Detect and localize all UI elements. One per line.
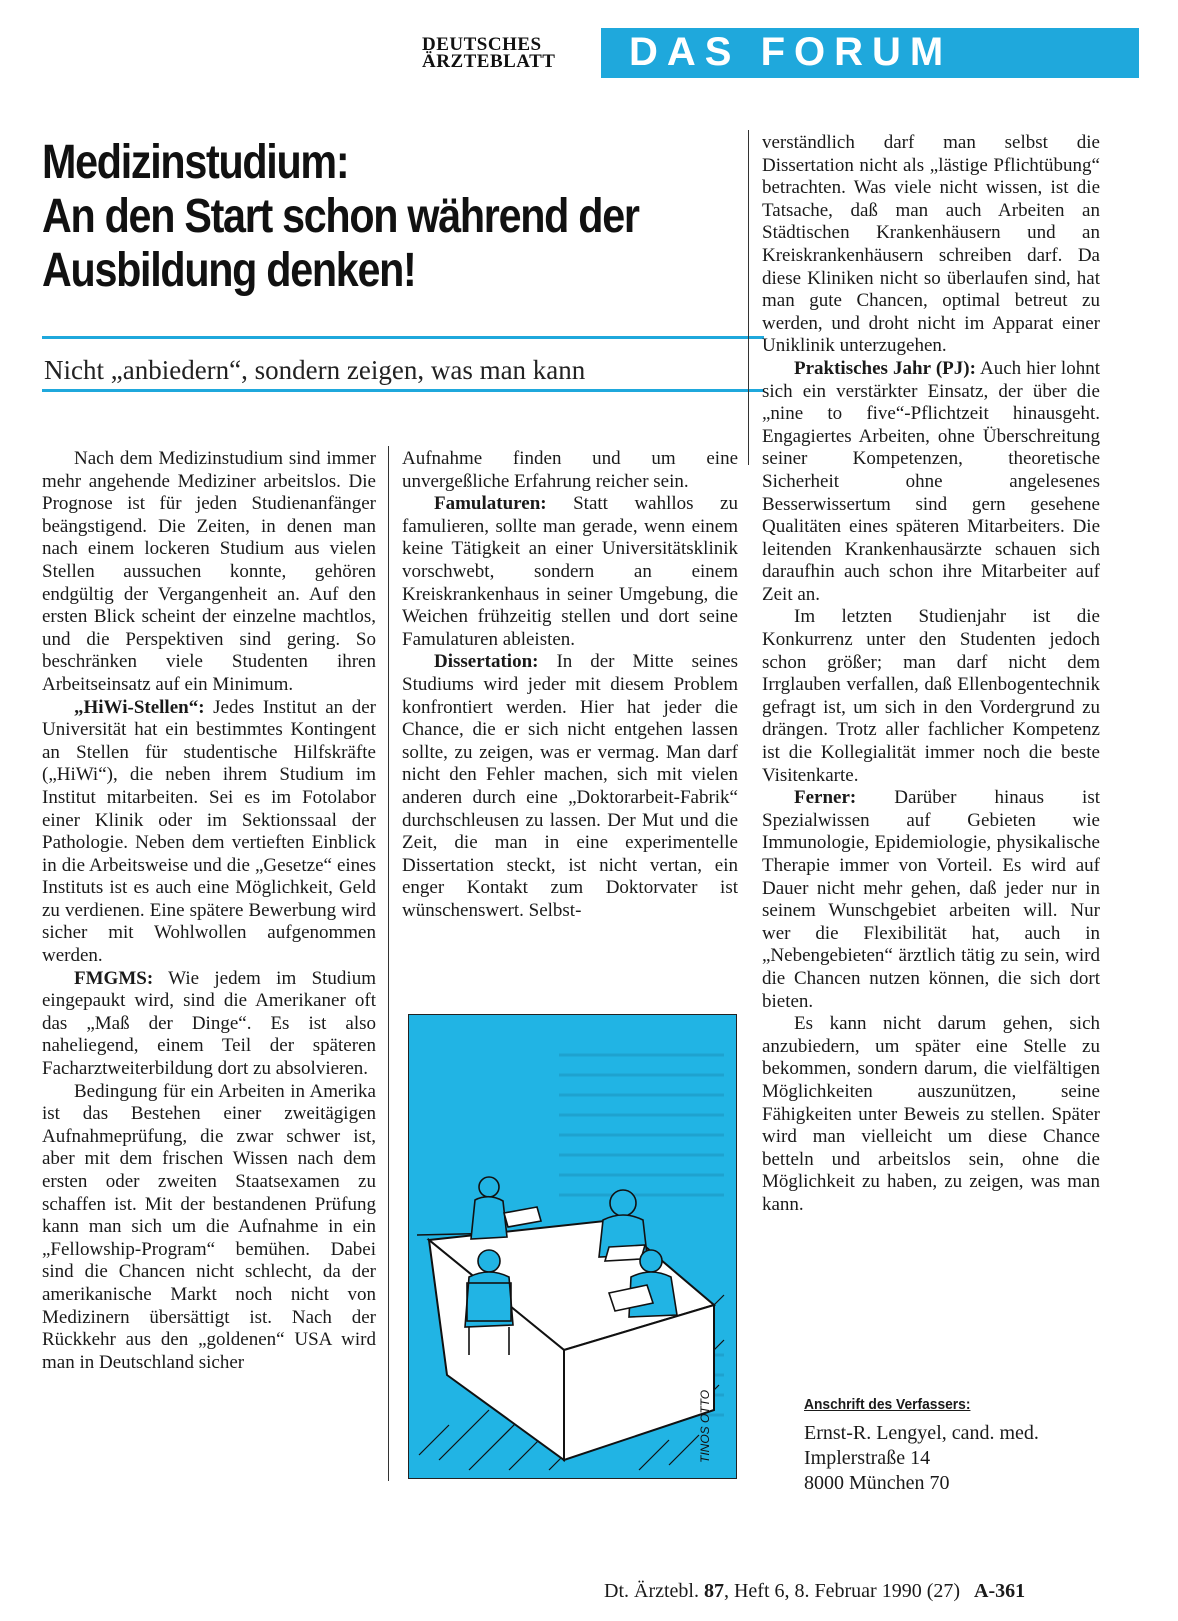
address-line-1: Ernst-R. Lengyel, cand. med. bbox=[804, 1422, 1039, 1444]
page-footer bbox=[604, 1580, 1025, 1603]
paragraph-label: Praktisches Jahr (PJ): bbox=[794, 357, 976, 379]
paragraph: Aufnahme finden und um eine unvergeßliche Erfahrung reicher sein. bbox=[402, 448, 738, 492]
paragraph: Famulaturen: Statt wahllos zu famulieren, sollte man gerade, wenn einem keine Tätigkeit an einer Universitätsklinik vorschwebt, sondern an einem Kreiskrankenhaus in seiner Umgebung, die Weichen frühzeitig stellen und dort seine Famulaturen ableisten. bbox=[402, 493, 738, 650]
citation-volume: 87 bbox=[703, 1580, 724, 1602]
column-divider-2 bbox=[748, 130, 749, 465]
logo-line-1: DEUTSCHES bbox=[422, 34, 542, 55]
column-divider-1 bbox=[388, 446, 389, 1481]
author-address bbox=[804, 1392, 1039, 1496]
paragraph-label: FMGMS: bbox=[74, 967, 154, 989]
paragraph-label: „HiWi-Stellen“: bbox=[74, 696, 205, 718]
paragraph: „HiWi-Stellen“: Jedes Institut an der Universität hat ein bestimmtes Kontingent an Stellen für studentische Hilfskräfte („HiWi“), die neben ihrem Studium im Institut mitarbeiten. Sei es im Fotolabor einer Klinik oder im Sektionssaal der Pathologie. Neben dem vertieften Einblick in die Arbeitsweise und die „Gesetze“ eines Instituts ist es auch eine Möglichkeit, Geld zu verdienen. Eine spätere Bewerbung wird sicher mit Wohlwollen aufgenommen werden. bbox=[42, 696, 376, 967]
citation-prefix: Dt. Ärztebl. bbox=[604, 1580, 704, 1602]
address-line-2: Implerstraße 14 bbox=[804, 1447, 931, 1469]
paragraph: Im letzten Studienjahr ist die Konkurrenz unter den Studenten jedoch schon größer; man darf nicht dem Irrglauben verfallen, daß Ellenbogentechnik gefragt ist, um sich in den Vordergrund zu drängen. Trotz aller fachlicher Kompetenz ist die Kollegialität immer noch die beste Visitenkarte. bbox=[762, 606, 1100, 786]
text-column-1 bbox=[42, 448, 376, 1374]
address-line-3: 8000 München 70 bbox=[804, 1472, 950, 1494]
citation-suffix: , Heft 6, 8. Februar 1990 (27) bbox=[723, 1580, 961, 1602]
paragraph: Nach dem Medizinstudium sind immer mehr angehende Mediziner arbeitslos. Die Prognose ist für jeden Studienanfänger beängstigend. Die Zeiten, in denen man nach einem lockeren Studium aus vielen Stellen aussuchen konnte, gehören endgültig der Vergangenheit an. Auf den ersten Blick scheint der einzelne machtlos, und die Perspektiven sind gering. So beschränken viele Studenten ihren Arbeitseinsatz auf ein Minimum. bbox=[42, 448, 376, 695]
logo-line-2: ÄRZTEBLATT bbox=[422, 51, 556, 72]
address-heading: Anschrift des Verfassers: bbox=[804, 1396, 971, 1413]
masthead-logo bbox=[422, 36, 555, 70]
text-column-3 bbox=[762, 132, 1100, 1217]
headline-line-3: Ausbildung denken! bbox=[42, 244, 416, 297]
paragraph: Praktisches Jahr (PJ): Auch hier lohnt sich ein verstärkter Einsatz, der über die „nine to five“-Pflichtzeit hinausgeht. Engagiertes Arbeiten, ohne Überschreitung seiner Kompetenzen, theoretische Sicherheit ohne angelesenes Besserwissertum sind gern gesehene Qualitäten eines späteren Mitarbeiters. Die leitenden Krankenhausärzte schauen sich daraufhin auch schon ihre Mitarbeiter auf Zeit an. bbox=[762, 357, 1100, 605]
headline-line-2: An den Start schon während der bbox=[42, 190, 639, 243]
headline-line-1: Medizinstudium: bbox=[42, 136, 349, 189]
paragraph: FMGMS: Wie jedem im Studium eingepaukt wird, sind die Amerikaner oft das „Maß der Dinge“. Es ist also naheliegend, einem Teil der späteren Facharztweiterbildung dort zu absolvieren. bbox=[42, 967, 376, 1080]
paragraph-label: Dissertation: bbox=[434, 651, 539, 673]
cartoon-illustration bbox=[408, 1014, 737, 1479]
section-banner bbox=[601, 28, 1139, 78]
page-number: A-361 bbox=[974, 1580, 1026, 1602]
paragraph: Ferner: Darüber hinaus ist Spezialwissen auf Gebieten wie Immunologie, Epidemiologie, physikalische Therapie immer von Vorteil. Es wird auf Dauer nicht mehr gehen, daß jeder nur in seinem Wunschgebiet arbeiten will. Nur wer die Flexibilität hat, auch in „Nebengebieten“ ärztlich tätig zu sein, wird die Chancen nutzen können, die sich dort bieten. bbox=[762, 787, 1100, 1012]
cartoon-signature: TINOS OTTO bbox=[698, 1389, 712, 1463]
cartoon-drawing bbox=[409, 1015, 736, 1478]
section-title: DAS FORUM bbox=[629, 30, 953, 74]
article-headline bbox=[42, 136, 661, 298]
paragraph: Es kann nicht darum gehen, sich anzubiedern, um später eine Stelle zu bekommen, sondern darum, die vielfältigen Möglichkeiten auszunützen, seine Fähigkeiten unter Beweis zu stellen. Später wird man vielleicht um diese Chance betteln und arbeitslos sein, ohne die Möglichkeit zu haben, zu zeigen, was man kann. bbox=[762, 1013, 1100, 1215]
paragraph-label: Famulaturen: bbox=[434, 493, 547, 515]
subtitle-rule-top bbox=[42, 336, 764, 339]
subtitle-rule-bottom bbox=[42, 389, 764, 392]
article-subtitle: Nicht „anbiedern“, sondern zeigen, was man kann bbox=[44, 355, 586, 385]
paragraph: Dissertation: In der Mitte seines Studiums wird jeder mit diesem Problem konfrontiert werden. Hier hat jeder die Chance, die er sich nicht entgehen lassen sollte, zu zeigen, was er vermag. Man darf nicht den Fehler machen, sich mit vielen anderen durch eine „Doktorarbeit-Fabrik“ durchschleusen zu lassen. Der Mut und die Zeit, die man in eine experimentelle Dissertation steckt, ist nicht vertan, ein enger Kontakt zum Doktorvater ist wünschenswert. Selbst- bbox=[402, 651, 738, 921]
paragraph: verständlich darf man selbst die Dissertation nicht als „lästige Pflichtübung“ betrachten. Was viele nicht wissen, ist die Tatsache, daß man auch Arbeiten an Städtischen Krankenhäusern und an Kreiskrankenhäusern schreiben darf. Da diese Kliniken nicht so überlaufen sind, hat man gute Chancen, optimal betreut zu werden, und droht nicht im Apparat einer Uniklinik unterzugehen. bbox=[762, 132, 1100, 357]
text-column-2 bbox=[402, 448, 738, 922]
paragraph-label: Ferner: bbox=[794, 787, 857, 809]
paragraph: Bedingung für ein Arbeiten in Amerika ist das Bestehen einer zweitägigen Aufnahmeprüfung, die zwar schwer ist, aber mit dem frischen Wissen nach dem ersten oder zweiten Staatsexamen zu schaffen ist. Mit der bestandenen Prüfung kann man sich um die Aufnahme in ein „Fellowship-Program“ bemühen. Dabei sind die Chancen nicht schlecht, da der amerikanische Markt noch nicht von Medizinern übersättigt ist. Nach der Rückkehr aus den „goldenen“ USA wird man in Deutschland sicher bbox=[42, 1080, 376, 1373]
